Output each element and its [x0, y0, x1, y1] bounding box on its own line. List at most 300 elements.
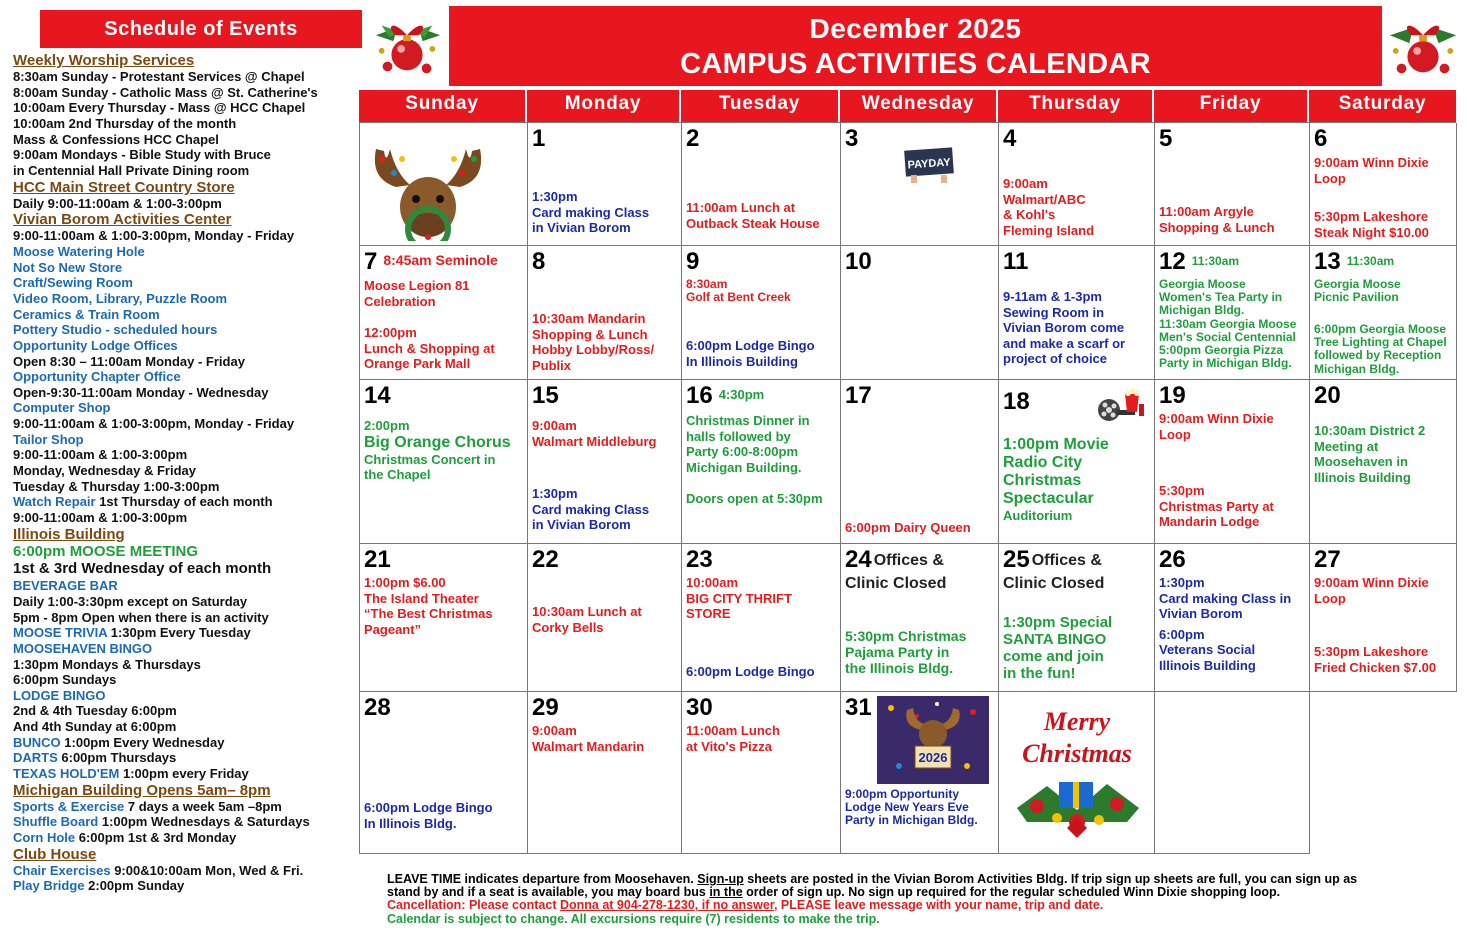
sidebar-section-heading: [13, 211, 343, 228]
office-closed-text: Clinic Closed: [1003, 575, 1105, 592]
payday-label: PAYDAY: [907, 156, 952, 172]
sidebar-line: [13, 354, 343, 370]
sidebar-section-heading: [13, 526, 343, 543]
sidebar-line: [13, 560, 343, 578]
day-cell-22: [528, 544, 682, 692]
sidebar-line: [13, 814, 343, 830]
day-number: 3: [845, 125, 859, 152]
event-line: Auditorium: [1003, 508, 1073, 523]
calendar-subtitle: CAMPUS ACTIVITIES CALENDAR: [680, 48, 1151, 80]
event-line: Celebration: [364, 293, 436, 309]
sidebar-line-text: And 4th Sunday at 6:00pm: [13, 719, 177, 735]
sidebar-line-text: MOOSE TRIVIA: [13, 625, 108, 641]
event-text: [532, 311, 679, 373]
event-line: Radio City: [1003, 454, 1083, 471]
weekday-saturday: Saturday: [1338, 93, 1427, 114]
sidebar-line: [13, 578, 343, 594]
day-number: 5: [1159, 125, 1173, 152]
footer-cancellation: [387, 899, 1447, 912]
day-cell-4: [999, 123, 1155, 246]
sidebar-line: [13, 385, 343, 401]
calendar: [359, 90, 1456, 854]
day-number: 15: [532, 382, 559, 409]
merry-label: Merry: [1043, 707, 1111, 736]
event-line: SANTA BINGO: [1003, 631, 1107, 648]
event-line: Pageant”: [364, 621, 422, 637]
sidebar-line: [13, 863, 343, 879]
event-line: Shopping & Lunch: [1159, 219, 1275, 235]
sidebar-line-text: Watch Repair: [13, 494, 96, 510]
sidebar-line-text: 9:00-11:00am & 1:00-3:00pm, Monday - Friday: [13, 416, 295, 432]
day-cell-31: [841, 692, 999, 854]
sidebar-line-text: 1st & 3rd Wednesday of each month: [13, 560, 272, 578]
event-line: 5:30pm Christmas: [845, 628, 967, 644]
day-number: 17: [845, 382, 872, 409]
sidebar-line: [13, 688, 343, 704]
event-text: [1314, 423, 1454, 485]
sidebar-line: [13, 594, 343, 610]
event-line: Corky Bells: [532, 619, 604, 635]
day-cell-17: [841, 380, 999, 544]
event-line: Picnic Pavilion: [1314, 290, 1399, 305]
sidebar-line-detail: 1:00pm Wednesdays & Saturdays: [98, 814, 310, 830]
sidebar-line: [13, 830, 343, 846]
weekday-friday: Friday: [1154, 90, 1309, 122]
event-line: 5:30pm Lakeshore: [1314, 209, 1429, 224]
sidebar-line: [13, 878, 343, 894]
event-text: [1314, 644, 1454, 675]
sidebar-line: [13, 132, 343, 148]
calendar-footer-notes: [387, 873, 1447, 926]
event-line: Michigan Bldg.: [1314, 361, 1400, 376]
event-line: Party in Michigan Bldg.: [845, 813, 978, 828]
event-line: Party in Michigan Bldg.: [1159, 356, 1292, 371]
event-line: Mandarin Lodge: [1159, 514, 1260, 529]
event-text: [1003, 289, 1152, 367]
sidebar-line-text: Moose Watering Hole: [13, 243, 145, 259]
day-number: 16: [686, 382, 713, 409]
event-line: 9:00am Winn Dixie: [1314, 155, 1429, 170]
sidebar-line: [13, 494, 343, 510]
sidebar-line: [13, 163, 343, 179]
event-line: the Illinois Bldg.: [845, 660, 954, 676]
sidebar-line-text: Play Bridge: [13, 878, 85, 894]
day-number: 13: [1314, 248, 1341, 275]
event-text: [686, 575, 838, 622]
event-line: Orange Park Mall: [364, 356, 471, 371]
event-text: [364, 575, 525, 637]
sidebar-line-text: Tailor Shop: [13, 431, 84, 447]
event-line: Lodge New Years Eve: [845, 800, 969, 815]
sidebar-section-heading: [13, 782, 343, 799]
sidebar-line: [13, 463, 343, 479]
event-line: 1:30pm: [532, 189, 578, 204]
event-line: Publix: [532, 357, 572, 373]
film-reel-popcorn-icon: [1095, 388, 1145, 424]
day-number: 29: [532, 694, 559, 721]
event-line: Card making Class in: [1159, 590, 1292, 606]
day-cell-18: [999, 380, 1155, 544]
event-text: [845, 788, 996, 828]
weekday-wednesday: Wednesday: [840, 90, 998, 122]
day-number: 6: [1314, 125, 1328, 152]
event-line: Spectacular: [1003, 490, 1094, 507]
sidebar-line: [13, 116, 343, 132]
event-text: [1159, 575, 1307, 673]
merry-christmas-cell: [999, 692, 1155, 854]
event-line: 1:00pm Movie: [1003, 436, 1109, 453]
sidebar-line-text: Daily 1:00-3:30pm except on Saturday: [13, 593, 248, 609]
sidebar-line-text: Club House: [13, 845, 97, 863]
event-line: 1:30pm Special: [1003, 614, 1113, 631]
day-cell-28: [360, 692, 528, 854]
event-time-inline: 11:30am: [1191, 254, 1240, 268]
event-line: Walmart Middleburg: [532, 433, 657, 449]
event-line: Men's Social Centennial: [1159, 329, 1296, 344]
sidebar-title: Schedule of Events: [40, 10, 362, 48]
event-line: 1:30pm: [1159, 575, 1205, 590]
sidebar-line-text: LODGE BINGO: [13, 687, 106, 703]
sidebar-line: [13, 275, 343, 291]
day-cell-empty: [1155, 692, 1310, 854]
sidebar-line-text: Corn Hole: [13, 830, 76, 846]
sidebar-line-text: Vivian Borom Activities Center: [13, 211, 232, 229]
sidebar-line-text: Video Room, Library, Puzzle Room: [13, 290, 228, 306]
day-cell-26: [1155, 544, 1310, 692]
event-line: Fleming Island: [1003, 222, 1095, 238]
sidebar-line: [13, 196, 343, 212]
event-line: Outback Steak House: [686, 215, 820, 231]
day-number: 21: [364, 546, 391, 573]
calendar-header: [449, 6, 1382, 86]
footer-text: , PLEASE leave message with your name, trip and date.: [773, 898, 1104, 913]
schedule-sidebar: [13, 10, 343, 894]
event-text: [532, 486, 679, 533]
event-time-inline: 8:45am Seminole: [383, 252, 498, 268]
footer-text: sheets are posted in the Vivian Borom Activities Bldg. If trip sign up sheets are full, you can sign up as: [743, 872, 1358, 886]
weekday-header: [359, 90, 1456, 122]
event-line: Walmart Mandarin: [532, 738, 645, 754]
event-text: [532, 418, 679, 449]
sidebar-line-text: Shuffle Board: [13, 814, 99, 830]
day-cell-empty: [360, 123, 528, 246]
sidebar-line-text: 8:00am Sunday - Catholic Mass @ St. Catherine's: [13, 84, 318, 100]
day-number: 14: [364, 382, 391, 409]
sidebar-line-text: Craft/Sewing Room: [13, 275, 133, 291]
sidebar-line: [13, 228, 343, 244]
day-number: 24: [845, 546, 872, 573]
sidebar-line: [13, 672, 343, 688]
footer-disclaimer: Calendar is subject to change. All excursions require (7) residents to make the trip.: [387, 911, 880, 926]
event-line: 9:00pm Opportunity: [845, 787, 960, 801]
sidebar-line-text: Mass & Confessions HCC Chapel: [13, 131, 219, 147]
event-line: Illinois Building: [1159, 657, 1256, 673]
event-line: 11:00am Argyle: [1159, 204, 1254, 219]
event-line: 5:30pm: [1159, 483, 1205, 498]
sidebar-list: [13, 52, 343, 894]
event-line: Loop: [1314, 590, 1346, 606]
calendar-month-title: December 2025: [809, 13, 1022, 44]
event-text: [686, 200, 838, 231]
day-number: 9: [686, 248, 700, 275]
sidebar-line: [13, 719, 343, 735]
sidebar-line: [13, 543, 343, 561]
event-text: [532, 723, 679, 754]
event-text: [686, 413, 838, 475]
sidebar-line: [13, 447, 343, 463]
event-line: 1:30pm: [532, 486, 578, 501]
event-time-inline: 4:30pm: [718, 387, 765, 402]
event-text: [686, 723, 838, 754]
event-text: [364, 418, 525, 483]
sidebar-line: [13, 657, 343, 673]
event-line: Veterans Social: [1159, 642, 1256, 657]
event-line: STORE: [686, 606, 731, 621]
sidebar-line: [13, 307, 343, 323]
event-line: 5:00pm Georgia Pizza: [1159, 343, 1284, 358]
event-line: 6:00pm Georgia Moose: [1314, 322, 1447, 336]
event-text: [1314, 278, 1454, 304]
event-line: Big Orange Chorus: [364, 433, 511, 451]
sidebar-line: [13, 703, 343, 719]
day-number: 18: [1003, 388, 1030, 415]
event-line: Shopping & Lunch: [532, 326, 648, 342]
event-line: Loop: [1159, 426, 1191, 442]
event-text: [686, 338, 838, 369]
event-line: 6:00pm Lodge Bingo: [686, 664, 815, 679]
sidebar-line-text: TEXAS HOLD'EM: [13, 766, 120, 782]
event-line: In Illinois Bldg.: [364, 815, 457, 831]
event-line: Michigan Bldg.: [1159, 303, 1245, 318]
new-year-moose-icon: [877, 696, 989, 784]
event-line: in the fun!: [1003, 665, 1076, 682]
sidebar-line-text: 9:00-11:00am & 1:00-3:00pm: [13, 510, 188, 526]
event-line: project of choice: [1003, 351, 1108, 366]
day-cell-7: [360, 246, 528, 380]
day-cell-23: [682, 544, 841, 692]
moose-with-lights-icon: [366, 129, 490, 241]
sidebar-line-text: 6:00pm MOOSE MEETING: [13, 542, 199, 560]
sidebar-line-text: 2nd & 4th Tuesday 6:00pm: [13, 703, 177, 719]
day-cell-3: [841, 123, 999, 246]
event-line: Georgia Moose: [1314, 277, 1401, 291]
day-number: 31: [845, 694, 872, 721]
weekday-thursday: Thursday: [998, 90, 1154, 122]
event-line: Doors open at 5:30pm: [686, 491, 823, 506]
sidebar-line-text: Open 8:30 – 11:00am Monday - Friday: [13, 353, 245, 369]
sidebar-section-heading: [13, 52, 343, 69]
sidebar-line-text: MOOSEHAVEN BINGO: [13, 640, 153, 656]
day-number: 2: [686, 125, 700, 152]
sidebar-line-text: Chair Exercises: [13, 862, 111, 878]
event-line: 6:00pm: [1159, 626, 1205, 642]
day-number: 19: [1159, 382, 1186, 409]
event-text: [1003, 176, 1152, 238]
event-time-inline: 11:30am: [1346, 254, 1395, 268]
sidebar-line: [13, 369, 343, 385]
sidebar-line-text: 8:30am Sunday - Protestant Services @ Chapel: [13, 69, 305, 84]
event-line: Golf at Bent Creek: [686, 290, 791, 305]
footer-text-underlined: Sign-up: [697, 872, 744, 886]
footer-text: Cancellation: Please contact: [387, 898, 560, 913]
christmas-ornament-right-icon: [1384, 8, 1462, 86]
day-number: 11: [1003, 248, 1029, 275]
sidebar-line: [13, 260, 343, 276]
event-text: [686, 491, 838, 507]
event-line: 12:00pm: [364, 325, 417, 340]
footer-text-underlined: in the: [709, 885, 743, 900]
sidebar-line-detail: 2:00pm Sunday: [84, 878, 185, 894]
day-cell-11: [999, 246, 1155, 380]
event-line: & Kohl's: [1003, 207, 1056, 222]
event-line: Walmart/ABC: [1003, 191, 1086, 207]
event-line: Illinois Building: [1314, 469, 1411, 485]
event-text: [686, 278, 838, 304]
sidebar-line: [13, 735, 343, 751]
day-cell-29: [528, 692, 682, 854]
sidebar-line-detail: 1st Thursday of each month: [95, 494, 273, 510]
day-number: 8: [532, 248, 546, 275]
event-text: [1003, 436, 1152, 524]
footer-text: LEAVE TIME indicates departure from Moosehaven.: [387, 872, 698, 886]
event-line: Fried Chicken $7.00: [1314, 659, 1437, 675]
day-number: 23: [686, 546, 713, 573]
event-line: Meeting at: [1314, 438, 1379, 454]
event-text: [364, 800, 525, 831]
new-year-label: 2026: [918, 750, 948, 765]
event-line: 10:30am Lunch at: [532, 604, 642, 619]
day-number: 27: [1314, 546, 1341, 573]
event-line: come and join: [1003, 648, 1104, 665]
day-cell-16: [682, 380, 841, 544]
event-line: and make a scarf or: [1003, 335, 1126, 351]
weekday-sunday: Sunday: [359, 90, 527, 122]
event-line: In Illinois Building: [686, 353, 798, 369]
sidebar-line-detail: 7 days a week 5am –8pm: [124, 798, 282, 814]
sidebar-line-detail: 9:00&10:00am Mon, Wed & Fri.: [110, 862, 304, 878]
sidebar-line-text: Weekly Worship Services: [13, 52, 195, 69]
calendar-grid: [359, 122, 1456, 854]
christmas-ornament-left-icon: [368, 6, 446, 84]
sidebar-line: [13, 625, 343, 641]
day-cell-25: [999, 544, 1155, 692]
day-cell-14: [360, 380, 528, 544]
event-line: Vivian Borom come: [1003, 320, 1125, 335]
day-number: 4: [1003, 125, 1017, 152]
event-line: 11:00am Lunch at: [686, 200, 796, 215]
event-line: in Vivian Borom: [532, 517, 631, 532]
event-line: 9:00am: [532, 418, 577, 433]
sidebar-line: [13, 100, 343, 116]
day-number: 30: [686, 694, 713, 721]
day-cell-24: [841, 544, 999, 692]
sidebar-line: [13, 291, 343, 307]
day-cell-13: [1310, 246, 1457, 380]
sidebar-line-text: Opportunity Chapter Office: [13, 369, 181, 385]
event-line: Moosehaven in: [1314, 454, 1408, 469]
event-line: 9:00am Winn Dixie: [1159, 411, 1274, 426]
sidebar-line-text: Tuesday & Thursday 1:00-3:00pm: [13, 478, 220, 494]
sidebar-line-text: Sports & Exercise: [13, 798, 125, 814]
sidebar-line: [13, 338, 343, 354]
sidebar-line-text: Illinois Building: [13, 525, 125, 543]
sidebar-line-text: 9:00am Mondays - Bible Study with Bruce: [13, 147, 271, 163]
event-line: 6:00pm Lodge Bingo: [364, 800, 493, 815]
day-cell-8: [528, 246, 682, 380]
event-line: 6:00pm Dairy Queen: [845, 520, 971, 535]
event-line: at Vito's Pizza: [686, 738, 772, 754]
footer-text: order of sign up. No sign up required for the regular scheduled Winn Dixie shopping loop.: [742, 885, 1281, 900]
cancellation-contact: Donna at 904-278-1230, if no answer: [559, 898, 774, 913]
event-line: Lunch & Shopping at: [364, 340, 495, 356]
event-line: Moose Legion 81: [364, 278, 470, 293]
sidebar-line: [13, 766, 343, 782]
merry-christmas-icon: [1007, 698, 1147, 848]
event-line: 9:00am Winn Dixie: [1314, 575, 1429, 590]
footer-text: stand by and if a seat is available, you may board bus: [387, 885, 710, 900]
event-line: Tree Lighting at Chapel: [1314, 335, 1447, 350]
event-line: Christmas Concert in: [364, 451, 496, 467]
event-line: “The Best Christmas: [364, 606, 493, 621]
sidebar-line-text: 9:00-11:00am & 1:00-3:00pm: [13, 447, 188, 463]
day-number: 22: [532, 546, 559, 573]
day-cell-19: [1155, 380, 1310, 544]
sidebar-line: [13, 85, 343, 101]
event-line: Card making Class: [532, 501, 650, 517]
office-closed-inline: Offices &: [873, 552, 944, 569]
event-line: Women's Tea Party in: [1159, 290, 1283, 305]
day-cell-10: [841, 246, 999, 380]
event-line: BIG CITY THRIFT: [686, 590, 792, 606]
sidebar-line-text: Michigan Building Opens 5am– 8pm: [13, 781, 271, 799]
event-line: Christmas Dinner in: [686, 413, 810, 428]
day-number: 20: [1314, 382, 1341, 409]
sidebar-line: [13, 322, 343, 338]
sidebar-line-detail: 1:00pm every Friday: [119, 766, 249, 782]
day-cell-1: [528, 123, 682, 246]
event-line: 11:00am Lunch: [686, 723, 780, 738]
event-text: [1314, 209, 1454, 240]
sidebar-line: [13, 69, 343, 85]
day-cell-12: [1155, 246, 1310, 380]
event-line: 10:30am District 2: [1314, 423, 1426, 438]
day-number: 7: [364, 248, 378, 275]
sidebar-line-text: Pottery Studio - scheduled hours: [13, 322, 218, 338]
event-line: 2:00pm: [364, 418, 410, 433]
event-text: [845, 520, 996, 536]
event-line: 9-11am & 1-3pm: [1003, 289, 1102, 304]
sidebar-line: [13, 641, 343, 657]
sidebar-line-text: 9:00-11:00am & 1:00-3:00pm, Monday - Friday: [13, 228, 295, 244]
event-text: [1314, 155, 1454, 186]
sidebar-line: [13, 244, 343, 260]
day-cell-27: [1310, 544, 1457, 692]
event-line: 9:00am: [532, 723, 577, 738]
sidebar-line-text: HCC Main Street Country Store: [13, 178, 235, 196]
day-number: 10: [845, 248, 872, 275]
event-line: Party 6:00-8:00pm: [686, 444, 798, 459]
event-line: Michigan Building.: [686, 459, 802, 475]
sidebar-line: [13, 400, 343, 416]
event-line: the Chapel: [364, 467, 431, 482]
sidebar-line-text: Monday, Wednesday & Friday: [13, 463, 197, 479]
sidebar-line-text: Open-9:30-11:00am Monday - Wednesday: [13, 384, 269, 400]
sidebar-section-heading: [13, 179, 343, 196]
sidebar-line-text: 6:00pm Sundays: [13, 672, 117, 688]
event-text: [364, 325, 525, 372]
sidebar-line-detail: 6:00pm 1st & 3rd Monday: [75, 830, 237, 846]
day-number: 1: [532, 125, 546, 152]
